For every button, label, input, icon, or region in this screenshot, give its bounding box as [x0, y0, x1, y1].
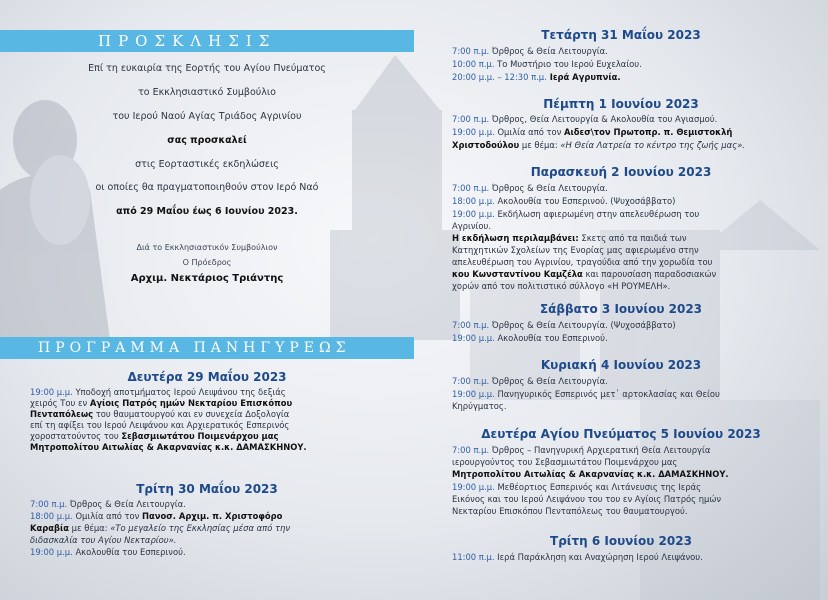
entry-text: Ακολουθία του Εσπερινού.: [72, 547, 186, 557]
entry-text: Ομιλία από τον: [494, 127, 565, 137]
entry-text: κου Κωνσταντίνου Καμζέλα: [452, 269, 583, 279]
day-heading: Τρίτη 6 Ιουνίου 2023: [550, 534, 692, 548]
invitation-line: στις Εορταστικές εκδηλώσεις: [135, 159, 279, 170]
time-label: 19:00 μ.μ.: [452, 127, 495, 137]
invitation-line: Επί τη ευκαιρία της Εορτής του Αγίου Πνεύματος: [88, 63, 326, 74]
time-label: 7:00 π.μ.: [452, 376, 490, 386]
entry-text: Σκετς από τα παιδιά των: [578, 233, 687, 243]
entry-text: Εκδήλωση αφιερωμένη στην απελευθέρωση του: [494, 209, 700, 219]
signature-line-1: Διά το Εκκλησιαστικόν Συμβούλιον: [136, 243, 278, 252]
time-label: 7:00 π.μ.: [452, 320, 490, 330]
entry-text: Όρθρος – Πανηγυρική Αρχιερατική Θεία Λειτουργία: [489, 445, 711, 455]
invitation-title: ΠΡΟΣΚΛΗΣΙΣ: [98, 32, 277, 50]
time-label: 19:00 μ.μ.: [452, 389, 495, 399]
entry-text: Όρθρος & Θεία Λειτουργία.: [489, 183, 608, 193]
day-heading: Σάββατο 3 Ιουνίου 2023: [539, 302, 703, 316]
time-label: 19:00 μ.μ.: [452, 482, 495, 492]
program-title: ΠΡΟΓΡΑΜΜΑ ΠΑΝΗΓΥΡΕΩΣ: [38, 340, 351, 356]
day-heading: Κυριακή 4 Ιουνίου 2023: [540, 358, 702, 372]
time-label: 7:00 π.μ.: [30, 499, 68, 509]
entry-text: Νεκταρίου Επισκόπου Πενταπόλεως του θαυματουργού.: [452, 506, 688, 516]
time-label: 19:00 μ.μ.: [30, 547, 73, 557]
entry-text: Αιδεσ\τον Πρωτοπρ. π. Θεμιστοκλή: [564, 127, 733, 137]
entry-text: Μητροπολίτου Αιτωλίας & Ακαρνανίας κ.κ. ΔΑΜΑΣΚΗΝΟΥ.: [452, 469, 729, 479]
entry-text: Μητροπολίτου Αιτωλίας & Ακαρνανίας κ.κ. ΔΑΜΑΣΚΗΝΟΥ.: [30, 442, 307, 452]
entry-text: «Το μεγαλείο της Εκκλησίας μέσα από την: [110, 523, 291, 533]
time-label: 7:00 π.μ.: [452, 445, 490, 455]
entry-text: Όρθρος & Θεία Λειτουργία.: [489, 46, 608, 56]
time-label: 11:00 π.μ.: [452, 552, 495, 562]
entry-text: Πενταπόλεως: [30, 409, 94, 419]
entry-text: Ακολουθία του Εσπερινού. (Ψυχοσάββατο): [494, 196, 676, 206]
time-label: 19:00 μ.μ.: [30, 387, 73, 397]
time-label: 18:00 μ.μ.: [452, 196, 495, 206]
entry-text: διδασκαλία του Αγίου Νεκταρίου».: [30, 535, 177, 545]
day-heading: Τετάρτη 31 Μαΐου 2023: [541, 28, 701, 42]
entry-text: Καραβία: [30, 523, 70, 533]
entry-text: Αγίοις Πατρός ημών Νεκταρίου Επισκόπου: [89, 398, 293, 408]
time-label: 7:00 π.μ.: [452, 114, 490, 124]
day-heading: Δευτέρα 29 Μαΐου 2023: [127, 370, 287, 384]
day-heading: Πέμπτη 1 Ιουνίου 2023: [543, 97, 699, 111]
entry-text: χοροστατούντος του: [30, 431, 122, 441]
signature-name: Αρχιμ. Νεκτάριος Τριάντης: [130, 273, 284, 284]
entry-text: Υποδοχή αποτμήματος Ιερού Λειψάνου της δεξιάς: [72, 387, 286, 397]
entry-text: Χριστοδούλου: [452, 140, 520, 150]
day-heading: Δευτέρα Αγίου Πνεύματος 5 Ιουνίου 2023: [481, 427, 761, 441]
time-label: 20:00 μ.μ. – 12:30 π.μ.: [452, 72, 547, 82]
day-heading: Τρίτη 30 Μαΐου 2023: [136, 482, 278, 496]
time-label: 7:00 π.μ.: [452, 183, 490, 193]
signature-line-2: Ο Πρόεδρος: [182, 258, 232, 267]
entry-text: του θαυματουργού και εν συνεχεία Δοξολογία: [93, 409, 290, 419]
entry-text: Μεθέορτιος Εσπερινός και Λιτάνευσις της Ιεράς: [494, 482, 702, 492]
entry-text: με θέμα:: [69, 523, 111, 533]
entry-text: Το Μυστήριο του Ιερού Ευχελαίου.: [494, 59, 642, 69]
entry-text: Πανοσ. Αρχιμ. π. Χριστοφόρο: [142, 511, 283, 521]
entry-text: ιερουργούντος του Σεβασμιωτάτου Ποιμενάρχου μας: [452, 457, 678, 467]
entry-text: Αγρινίου.: [452, 221, 491, 231]
invitation-line: οι οποίες θα πραγματοποιηθούν στον Ιερό Ναό: [95, 182, 319, 193]
program-title-band: [0, 337, 414, 359]
entry-text: Ιερά Αγρυπνία.: [546, 72, 621, 82]
invitation-line: από 29 Μαΐου έως 6 Ιουνίου 2023.: [116, 206, 298, 217]
entry-text: Η εκδήλωση περιλαμβάνει:: [452, 233, 579, 243]
entry-text: Πανηγυρικός Εσπερινός μετ᾽ αρτοκλασίας και Θείου: [494, 389, 720, 399]
invitation-line: το Εκκλησιαστικό Συμβούλιο: [138, 87, 276, 98]
entry-text: «Η Θεία Λατρεία το κέντρο της ζωής μας».: [560, 140, 745, 150]
entry-text: Ιερά Παράκληση και Αναχώρηση Ιερού Λειψάνου.: [494, 552, 703, 562]
entry-text: επί τη αφίξει του Ιερού Λειψάνου και Αρχιερατικός Εσπερινός: [30, 420, 290, 430]
entry-text: Ομιλία από τον: [72, 511, 143, 521]
entry-text: Κατηχητικών Σχολείων της Ενορίας μας αφιερωμένο στην: [452, 245, 699, 255]
entry-text: Όρθρος, Θεία Λειτουργία & Ακολουθία του Αγιασμού.: [489, 114, 718, 124]
entry-text: Όρθρος & Θεία Λειτουργία.: [489, 376, 608, 386]
entry-text: Κηρύγματος.: [452, 401, 507, 411]
entry-text: χορών από τον πολιτιστικό σύλλογο «Η ΡΟΥΜΕΛΗ».: [452, 281, 671, 291]
invitation-title-band: [0, 30, 414, 52]
entry-text: χειρός Του εν: [30, 398, 90, 408]
entry-text: με θέμα:: [519, 140, 561, 150]
time-label: 19:00 μ.μ.: [452, 209, 495, 219]
time-label: 19:00 μ.μ.: [452, 333, 495, 343]
invitation-line: σας προσκαλεί: [167, 135, 247, 146]
entry-text: και παρουσίαση παραδοσιακών: [582, 269, 717, 279]
entry-text: Σεβασμιωτάτου Ποιμενάρχου μας: [121, 431, 279, 441]
time-label: 18:00 μ.μ.: [30, 511, 73, 521]
time-label: 10:00 π.μ.: [452, 59, 495, 69]
entry-text: Όρθρος & Θεία Λειτουργία.: [67, 499, 186, 509]
entry-text: απελευθέρωση του Αγρινίου, τραγούδια από την χορωδία του: [452, 257, 713, 267]
time-label: 7:00 π.μ.: [452, 46, 490, 56]
entry-text: Ακολουθία του Εσπερινού.: [494, 333, 608, 343]
entry-text: Εικόνος και του Ιερού Λειψάνου του του εν Αγίοις Πατρός ημών: [452, 494, 722, 504]
day-heading: Παρασκευή 2 Ιουνίου 2023: [530, 165, 712, 179]
entry-text: Όρθρος & Θεία Λειτουργία. (Ψυχοσάββατο): [489, 320, 676, 330]
invitation-line: του Ιερού Ναού Αγίας Τριάδος Αγρινίου: [112, 111, 302, 122]
